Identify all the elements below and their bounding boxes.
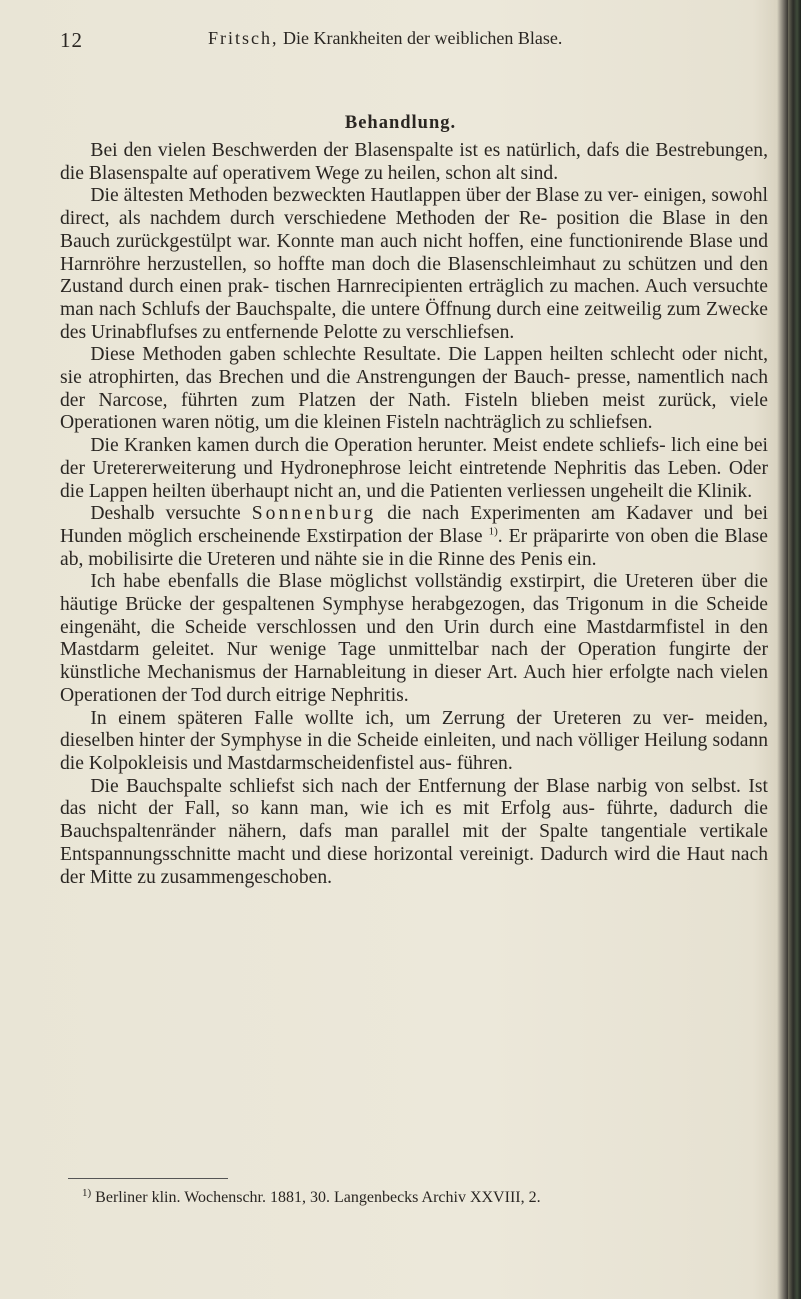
paragraph: Ich habe ebenfalls die Blase möglichst vollständig exstirpirt, die Ureteren über die häutige Brücke der gespaltenen Symphyse herabgezogen, das Trigonum in die Scheide eingenäht, die Scheide verschlossen und den Urin durch eine Mastdarmfistel in den Mastdarm geleitet. Nur wenige Tage unmittelbar nach der Operation fungirte der künstliche Mechanismus der Harnableitung in dieser Art. Auch hier erfolgte nach vielen Operationen der Tod durch eitrige Nephritis.: [60, 571, 768, 706]
paragraph: Diese Methoden gaben schlechte Resultate. Die Lappen heilten schlecht oder nicht, sie atrophirten, das Brechen und die Anstrengungen der Bauch- presse, namentlich nach der Narcose, führten zum Platzen der Nath. Fisteln blieben meist zurück, viele Operationen waren nötig, um die kleinen Fisteln nachträglich zu schliefsen.: [60, 344, 768, 434]
author-name-sonnenburg: Sonnenburg: [251, 503, 377, 525]
running-header: [60, 28, 760, 54]
paragraph: In einem späteren Falle wollte ich, um Zerrung der Ureteren zu ver- meiden, dieselben hinter der Symphyse in die Scheide einleiten, und nach völliger Heilung sodann die Kolpokleisis und Mastdarmscheidenfistel aus- führen.: [60, 707, 768, 774]
running-head-title: Die Krankheiten der weiblichen Blase.: [283, 28, 563, 48]
paragraph: Die ältesten Methoden bezweckten Hautlappen über der Blase zu ver- einigen, sowohl direct, als nachdem durch verschiedene Methoden der Re- position die Blase in den Bauch zurückgestülpt war. Konnte man auch nicht hoffen, eine functionirende Blase und Harnröhre herzustellen, so hoffte man doch die Blasenschleimhaut zu schützen und den Zustand durch einen prak- tischen Harnrecipienten erträglich zu machen. Auch versuchte man nach Schlufs der Bauchspalte, die untere Öffnung durch eine zeitweilig zum Zwecke des Urinabflufses zu entfernende Pelotte zu verschliefsen.: [60, 185, 768, 343]
footnote: [60, 1188, 760, 1208]
footnote-divider: [68, 1178, 228, 1179]
paragraph-text: die nach Experimenten am Kadaver und bei Hunden möglich erscheinende Exstirpation der Blase: [60, 503, 768, 547]
page-number: 12: [60, 28, 83, 52]
paragraph: Die Kranken kamen durch die Operation herunter. Meist endete schliefs- lich eine bei der Uretererweiterung und Hydronephrose leicht eintretende Nephritis das Leben. Oder die Lappen heilten überhaupt nicht an, und die Patienten verliessen ungeheilt die Klinik.: [60, 435, 768, 502]
book-spine-edge: [788, 0, 801, 1299]
section-title: Behandlung.: [344, 113, 457, 133]
paragraph-sonnenburg: [60, 503, 768, 571]
footnote-reference: 1): [488, 525, 498, 538]
running-head: [208, 28, 562, 49]
paragraph-text: . Er präparirte von oben die Blase ab, mobilisirte die Ureteren und nähte sie in die Rinne des Penis ein.: [60, 525, 769, 570]
paragraph: Bei den vielen Beschwerden der Blasenspalte ist es natürlich, dafs die Bestrebungen, die Blasenspalte auf operativem Wege zu heilen, schon alt sind.: [60, 140, 768, 184]
paragraph: Die Bauchspalte schliefst sich nach der Entfernung der Blase narbig von selbst. Ist das nicht der Fall, so kann man, wie ich es mit Erfolg aus- führte, dadurch die Bauchspaltenränder nähern, dafs man parallel mit der Spalte tangentiale vertikale Entspannungsschnitte macht und diese horizontal vereinigt. Dadurch wird die Haut nach der Mitte zu zusammengeschoben.: [60, 775, 768, 888]
paragraph-text: Deshalb versuchte: [90, 503, 241, 525]
footnote-text: Berliner klin. Wochenschr. 1881, 30. Langenbecks Archiv XXVIII, 2.: [95, 1189, 541, 1206]
footnote-marker: 1): [82, 1186, 92, 1199]
running-head-author: Fritsch,: [208, 28, 279, 48]
body-text: [60, 140, 768, 889]
